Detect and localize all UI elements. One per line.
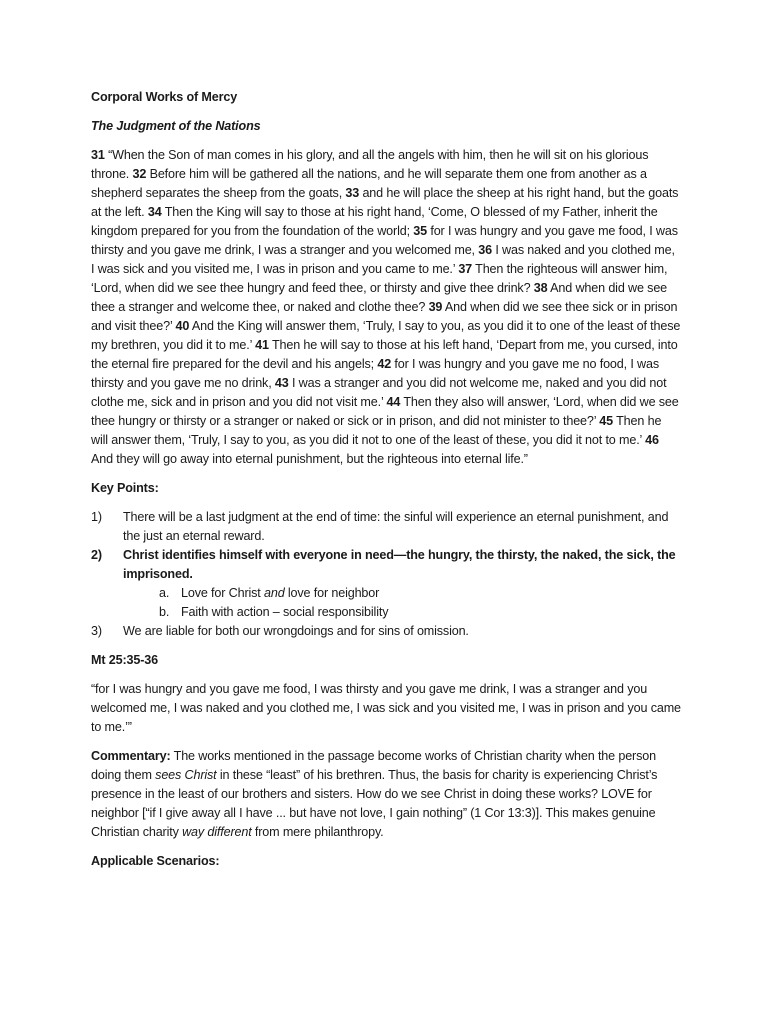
- commentary-text: in these “least” of his brethren. Thus, the basis for charity is experiencing Christ’s presence in the least of our brothers and sisters. How do we see Christ in doing these works? LOVE for neighbor [“if I give away all I have ... but have not love, I gain nothing” (1 Cor 13:3)]. This makes genuine Christian charity: [91, 768, 658, 839]
- key-point-text: There will be a last judgment at the end of time: the sinful will experience an eternal punishment, and the just an eternal reward.: [123, 510, 669, 543]
- commentary-text: The works mentioned in the passage become works of Christian charity when the person doing them: [91, 749, 656, 782]
- sub-point-text: Faith with action – social responsibility: [181, 605, 389, 619]
- verse-number: 42: [377, 357, 392, 371]
- verse-text: Then the righteous will answer him, ‘Lord, when did we see thee hungry and feed thee, or thirsty and give thee drink?: [91, 262, 668, 295]
- key-point-2-sublist: [123, 584, 681, 622]
- verse-number: 46: [645, 433, 659, 447]
- list-marker: 3): [91, 624, 102, 638]
- key-point-text: We are liable for both our wrongdoings and for sins of omission.: [123, 624, 469, 638]
- commentary-label: Commentary:: [91, 749, 171, 763]
- sub-point-text: love for neighbor: [284, 586, 380, 600]
- list-marker: 2): [91, 548, 102, 562]
- applicable-scenarios-heading: Applicable Scenarios:: [91, 854, 220, 868]
- sub-point-text: Love for Christ: [181, 586, 264, 600]
- commentary-emphasis: sees Christ: [155, 768, 217, 782]
- verse-number: 35: [413, 224, 427, 238]
- verse-number: 31: [91, 148, 105, 162]
- list-marker: b.: [159, 605, 170, 619]
- verse-text: “When the Son of man comes in his glory, and all the angels with him, then he will sit on his glorious throne.: [91, 148, 649, 181]
- sub-point-b: [159, 603, 681, 622]
- verse-number: 43: [274, 376, 289, 390]
- verse-number: 40: [175, 319, 190, 333]
- verse-text: And the King will answer them, ‘Truly, I say to you, as you did it to one of the least of these my brethren, you did it to me.’: [91, 319, 681, 352]
- document-title: Corporal Works of Mercy: [91, 90, 238, 104]
- key-point-text: Christ identifies himself with everyone in need—the hungry, the thirsty, the naked, the sick, the imprisoned.: [123, 548, 676, 581]
- verse-text: Then he will say to those at his left hand, ‘Depart from me, you cursed, into the eternal fire prepared for the devil and his angels;: [91, 338, 678, 371]
- verse-number: 44: [386, 395, 401, 409]
- sub-point-emphasis: and: [264, 586, 285, 600]
- verse-text: Then the King will say to those at his right hand, ‘Come, O blessed of my Father, inherit the kingdom prepared for you from the foundation of the world;: [91, 205, 658, 238]
- verse-text: I was naked and you clothed me, I was sick and you visited me, I was in prison and you came to me.’: [91, 243, 675, 276]
- verse-text: And when did we see thee a stranger and welcome thee, or naked and clothe thee?: [91, 281, 668, 314]
- verse-text: and he will place the sheep at his right hand, but the goats at the left.: [91, 186, 679, 219]
- list-marker: a.: [159, 586, 170, 600]
- verse-number: 32: [132, 167, 147, 181]
- verse-number: 45: [599, 414, 614, 428]
- verse-text: for I was hungry and you gave me no food, I was thirsty and you gave me no drink,: [91, 357, 659, 390]
- key-points-heading: Key Points:: [91, 481, 159, 495]
- verse-number: 41: [255, 338, 269, 352]
- verse-number: 38: [533, 281, 548, 295]
- list-marker: 1): [91, 510, 102, 524]
- scripture-quote: “for I was hungry and you gave me food, I was thirsty and you gave me drink, I was a stranger and you welcomed me, I was naked and you clothed me, I was sick and you visited me, I was in prison and you came to me.’”: [91, 682, 681, 734]
- verse-number: 36: [478, 243, 492, 257]
- scripture-passage: [91, 146, 681, 469]
- verse-number: 34: [147, 205, 162, 219]
- key-point-3: [91, 622, 681, 641]
- verse-text: And they will go away into eternal punishment, but the righteous into eternal life.”: [91, 452, 528, 466]
- key-point-1: [91, 508, 681, 546]
- verse-number: 39: [428, 300, 443, 314]
- verse-text: Then they also will answer, ‘Lord, when did we see thee hungry or thirsty or a stranger or naked or sick or in prison, and did not minister to thee?’: [91, 395, 679, 428]
- commentary-emphasis: way different: [182, 825, 252, 839]
- verse-text: for I was hungry and you gave me food, I was thirsty and you gave me drink, I was a stranger and you welcomed me,: [91, 224, 678, 257]
- document-page: [91, 88, 681, 871]
- verse-number: 33: [345, 186, 360, 200]
- scripture-reference: Mt 25:35-36: [91, 653, 158, 667]
- commentary-paragraph: [91, 747, 681, 842]
- key-points-list: [91, 508, 681, 641]
- document-subtitle: The Judgment of the Nations: [91, 119, 261, 133]
- verse-text: I was a stranger and you did not welcome me, naked and you did not clothe me, sick and in prison and you did not visit me.’: [91, 376, 667, 409]
- verse-text: Before him will be gathered all the nations, and he will separate them one from another as a shepherd separates the sheep from the goats,: [91, 167, 647, 200]
- verse-number: 37: [458, 262, 473, 276]
- key-point-2: [91, 546, 681, 622]
- sub-point-a: [159, 584, 681, 603]
- verse-text: And when did we see thee sick or in prison and visit thee?’: [91, 300, 678, 333]
- commentary-text: from mere philanthropy.: [251, 825, 384, 839]
- verse-text: Then he will answer them, ‘Truly, I say to you, as you did it not to one of the least of these, you did it not to me.’: [91, 414, 662, 447]
